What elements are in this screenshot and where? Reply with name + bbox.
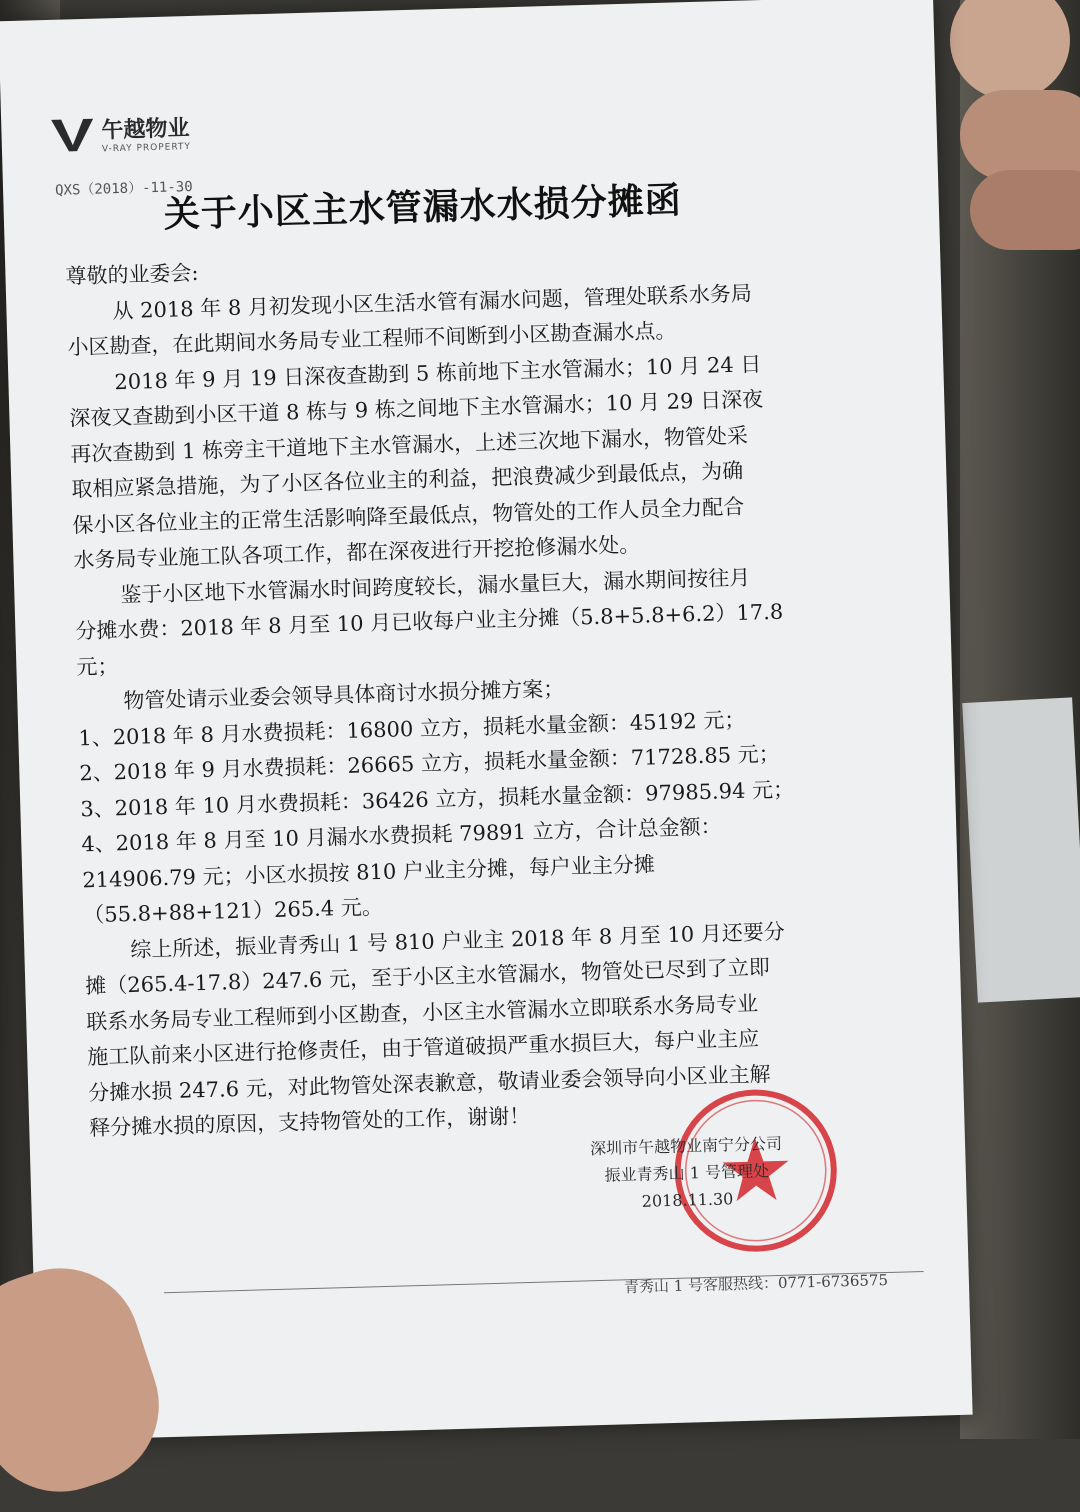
body-line: 小区勘查，在此期间水务局专业工程师不间断到小区勘查漏水点。 — [67, 318, 677, 360]
body-line: 再次查勘到 1 栋旁主干道地下主水管漏水，上述三次地下漏水，物管处采 — [70, 423, 749, 466]
body-line: 取相应紧急措施，为了小区各位业主的利益，把浪费减少到最低点，为确 — [71, 458, 744, 502]
document-number: QXS（2018）-11-30 — [54, 178, 193, 199]
body-line: 从 2018 年 8 月初发现小区生活水管有漏水问题，管理处联系水务局 — [112, 280, 753, 323]
body-line: 分摊水损 247.6 元，对此物管处深表歉意，敬请业委会领导向小区业主解 — [87, 1061, 771, 1105]
body-line: 物管处请示业委会领导具体商讨水损分摊方案； — [123, 676, 565, 714]
list-item: 2、2018 年 9 月水费损耗：26665 立方，损耗水量金额：71728.85 元； — [79, 741, 780, 786]
page-title: 关于小区主水管漏水水损分摊函 — [163, 179, 683, 236]
body-line: 联系水务局专业工程师到小区勘查，小区主水管漏水立即联系水务局专业 — [85, 991, 759, 1034]
logo-name-cn: 午越物业 — [101, 116, 190, 144]
list-item: 4、2018 年 8 月至 10 月漏水水费损耗 79891 立方，合计总金额： — [81, 814, 722, 857]
body-line: 水务局专业施工队各项工作，都在深夜进行开挖抢修漏水处。 — [73, 532, 641, 573]
body-line: 214906.79 元；小区水损按 810 户业主分摊，每户业主分摊 — [82, 851, 656, 892]
body-line: 摊（265.4-17.8）247.6 元，至于小区主水管漏水，物管处已尽到了立即 — [84, 955, 771, 999]
logo-name-en: V-RAY PROPERTY — [101, 142, 192, 155]
background-paper — [962, 697, 1080, 1002]
company-logo — [51, 111, 191, 156]
body-line: 2018 年 9 月 19 日深夜查勘到 5 栋前地下主水管漏水；10 月 24 日 — [114, 351, 762, 394]
list-item: 3、2018 年 10 月水费损耗：36426 立方，损耗水量金额：97985.94 元； — [80, 776, 795, 821]
list-item: 1、2018 年 8 月水费损耗：16800 立方，损耗水量金额：45192 元； — [78, 707, 746, 750]
body-line: 保小区各位业主的正常生活影响降至最低点，物管处的工作人员全力配合 — [72, 494, 745, 537]
signature-block — [590, 1130, 784, 1216]
footer-hotline: 青秀山 1 号客服热线：0771-6736575 — [623, 1270, 889, 1297]
body-line: 施工队前来小区进行抢修责任，由于管道破损严重水损巨大，每户业主应 — [86, 1026, 760, 1070]
signature-office: 振业青秀山 1 号管理处 — [604, 1161, 770, 1185]
v-logo-icon — [51, 116, 94, 153]
body-line: 释分摊水损的原因，支持物管处的工作，谢谢！ — [88, 1103, 531, 1141]
body-line: （55.8+88+121）265.4 元。 — [83, 894, 384, 928]
body-line: 元； — [76, 653, 119, 679]
signature-company: 深圳市午越物业南宁分公司 — [589, 1133, 783, 1159]
signature-date: 2018.11.30 — [641, 1189, 734, 1211]
body-line: 鉴于小区地下水管漏水时间跨度较长，漏水量巨大，漏水期间按往月 — [120, 565, 751, 607]
body-line: 分摊水费：2018 年 8 月至 10 月已收每户业主分摊（5.8+5.8+6.2）17.8 — [75, 599, 784, 644]
body-line: 深夜又查勘到小区干道 8 栋与 9 栋之间地下主水管漏水；10 月 29 日深夜 — [69, 387, 764, 431]
salutation: 尊敬的业委会: — [65, 260, 199, 289]
letter-body — [65, 237, 909, 1147]
body-line: 综上所述，振业青秀山 1 号 810 户业主 2018 年 8 月至 10 月还要分 — [129, 919, 786, 962]
hand-finger-right — [960, 90, 1080, 180]
hand-finger-right-2 — [970, 170, 1080, 250]
